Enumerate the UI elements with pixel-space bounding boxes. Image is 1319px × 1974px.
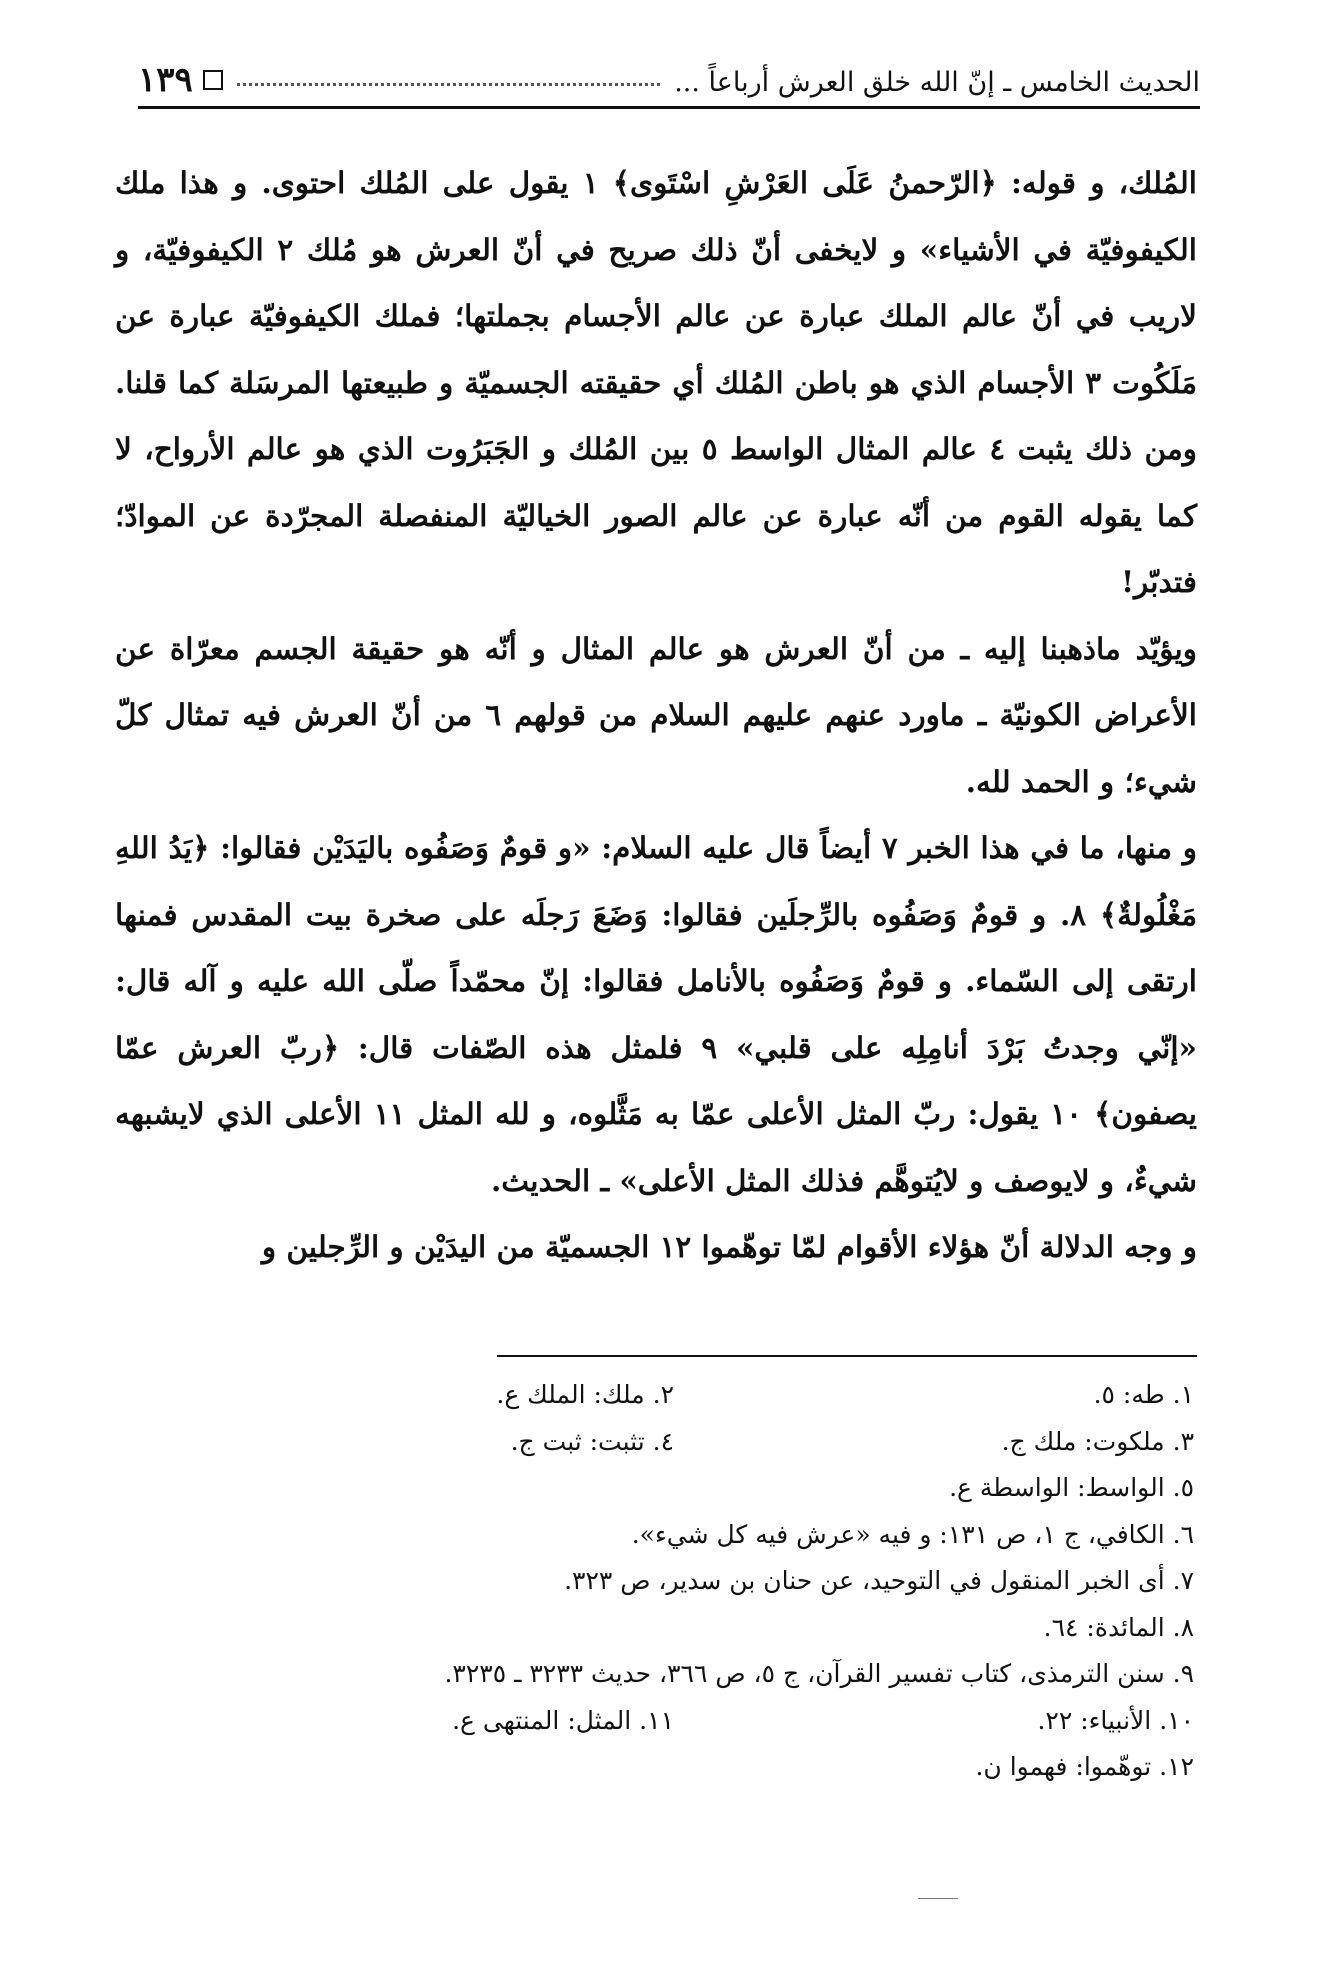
footnote-4: ٤. تثبت: ثبت ج. (510, 1426, 674, 1456)
footnote-1: ١. طه: ٥. (1093, 1380, 1194, 1409)
footnote-row (114, 1419, 1194, 1466)
footnote-separator (497, 1355, 1197, 1357)
running-header (138, 50, 1200, 109)
footnote-2: ٢. ملك: الملك ع. (496, 1380, 674, 1409)
footnote-6: ٦. الكافي، ج ١، ص ١٣١: و فيه «عرش فيه كل شيء». (631, 1519, 1194, 1549)
main-text (115, 150, 1197, 1281)
footnote-5: ٥. الواسط: الواسطة ع. (949, 1473, 1194, 1502)
bottom-dash (918, 1898, 958, 1899)
footnote-9: ٩. سنن الترمذى، كتاب تفسير القرآن، ج ٥، ص ٣٦٦، حديث ٣٢٣٣ ـ ٣٢٣٥. (444, 1659, 1194, 1688)
paragraph-2: ويؤيّد ماذهبنا إليه ـ من أنّ العرش هو عالم المثال و أنّه هو حقيقة الجسم معرّاة عن الأعراض الكونيّة ـ ماورد عنهم عليهم السلام من قولهم ٦ من أنّ العرش فيه تمثال كلّ شيء؛ و الحمد لله. (115, 630, 1197, 799)
footnote-row (114, 1558, 1194, 1605)
paragraph-1: المُلك، و قوله: ﴿الرّحمنُ عَلَى العَرْشِ اسْتَوى﴾ ١ يقول على المُلك احتوى. و هذا ملك الكيفوفيّة في الأشياء» و لايخفى أنّ ذلك صريح في أنّ العرش هو مُلك ٢ الكيفوفيّة، و لاريب في أنّ عالم الملك عبارة عن عالم الأجسام بجملتها؛ فملك الكيفوفيّة عبارة عن مَلَكُوت ٣ الأجسام الذي هو باطن المُلك أي حقيقته الجسميّة و طبيعتها المرسَلة كما قلنا. ومن ذلك يثبت ٤ عالم المثال الواسط ٥ بين المُلك و الجَبَرُوت الذي هو عالم الأرواح، لا كما يقوله القوم من أنّه عبارة عن عالم الصور الخياليّة المنفصلة المجرّدة عن الموادّ؛ فتدبّر! (115, 165, 1197, 599)
footnote-11: ١١. المثل: المنتهى ع. (452, 1705, 674, 1735)
header-title: الحديث الخامس ـ إنّ الله خلق العرش أرباعاً ... (674, 67, 1200, 98)
footnote-row (114, 1372, 1194, 1419)
footnote-row (114, 1744, 1194, 1791)
footnotes (114, 1372, 1194, 1791)
footnote-12: ١٢. توهّموا: فهموا ن. (975, 1752, 1194, 1781)
footnote-row (114, 1605, 1194, 1652)
header-dot-leader (237, 83, 660, 86)
footnote-10: ١٠. الأنبياء: ٢٢. (1037, 1705, 1194, 1735)
footnote-3: ٣. ملكوت: ملك ج. (1001, 1426, 1194, 1456)
footnote-row (114, 1512, 1194, 1559)
footnote-row (114, 1698, 1194, 1745)
footnote-row (114, 1465, 1194, 1512)
paragraph-4: و وجه الدلالة أنّ هؤلاء الأقوام لمّا توهّموا ١٢ الجسميّة من اليدَيْن و الرِّجلين و (261, 1229, 1197, 1264)
paragraph-3: و منها، ما في هذا الخبر ٧ أيضاً قال عليه السلام: «و قومٌ وَصَفُوه باليَدَيْن فقالوا: ﴿يَدُ اللهِ مَغْلُولةٌ﴾ ٨. و قومٌ وَصَفُوه بالرِّجلَين فقالوا: وَضَعَ رَجلَه على صخرة بيت المقدس فمنها ارتقى إلى السّماء. و قومٌ وَصَفُوه بالأنامل فقالوا: إنّ محمّداً صلّى الله عليه و آله قال: «إنّي وجدتُ بَرْدَ أنامِلِه على قلبي» ٩ فلمثل هذه الصّفات قال: ﴿ربّ العرش عمّا يصفون﴾ ١٠ يقول: ربّ المثل الأعلى عمّا به مَثَّلوه، و لله المثل ١١ الأعلى الذي لايشبهه شيءٌ، و لايوصف و لايُتوهَّم فذلك المثل الأعلى» ـ الحديث. (115, 830, 1197, 1198)
square-icon (203, 70, 223, 90)
page-number: ١٣٩ (138, 60, 193, 100)
header-page-box (138, 60, 223, 106)
footnote-8: ٨. المائدة: ٦٤. (1043, 1612, 1194, 1642)
footnote-7: ٧. أى الخبر المنقول في التوحيد، عن حنان بن سدير، ص ٣٢٣. (564, 1566, 1194, 1595)
footnote-row (114, 1651, 1194, 1698)
